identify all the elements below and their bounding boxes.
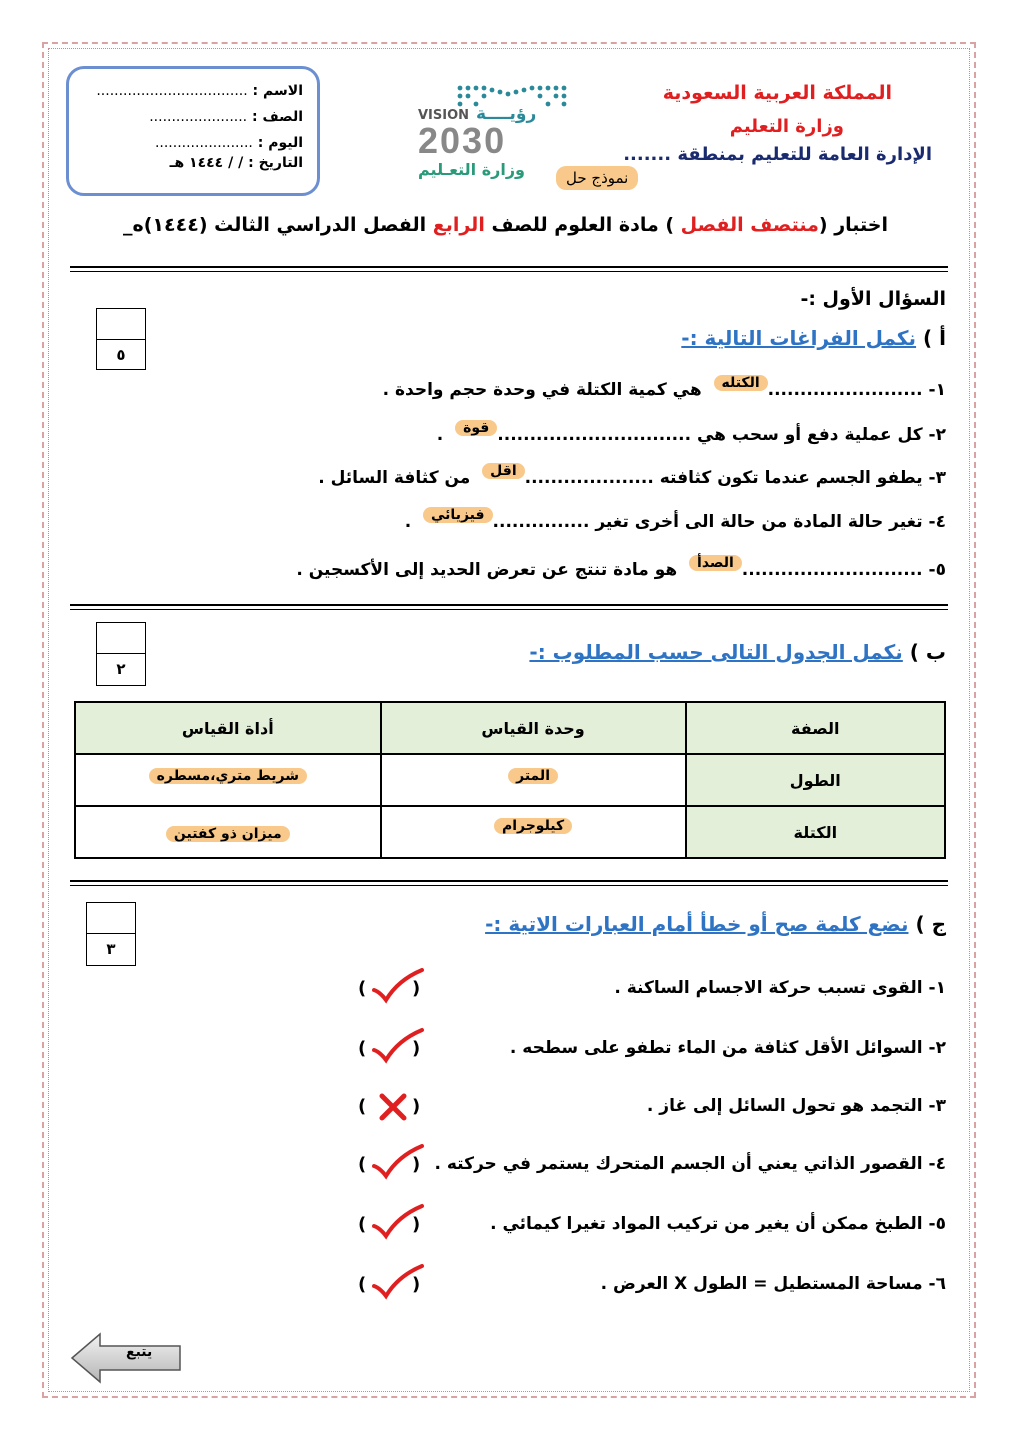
statement-5: ٥- الطبخ ممكن أن يغير من تركيب المواد تغيرا كيمائي . xyxy=(490,1214,946,1234)
paren-close: ) xyxy=(412,978,421,999)
part-c-letter: ج ) xyxy=(915,912,946,936)
score-box-b xyxy=(96,622,146,686)
vision-ar: رؤيــــة xyxy=(476,104,537,124)
statement-2: ٢- السوائل الأقل كثافة من الماء تطفو على سطحه . xyxy=(509,1038,946,1058)
score-b: ٢ xyxy=(116,660,126,678)
table-answer: شريط متري،مسطره xyxy=(149,768,307,784)
next-page-arrow[interactable] xyxy=(70,1330,184,1390)
vision-2030-logo xyxy=(414,82,574,182)
fill-text-before: ١- ........................ xyxy=(767,380,946,400)
table-answer: المتر xyxy=(508,768,558,784)
score-box-a xyxy=(96,308,146,370)
title-grade: الرابع xyxy=(432,214,485,236)
part-c-heading xyxy=(485,912,946,936)
paren-open: ( xyxy=(358,1154,367,1175)
fill-text-after: . xyxy=(436,425,444,445)
paren-open: ( xyxy=(358,1214,367,1235)
fill-text-after: . xyxy=(404,512,412,532)
fill-text-before: ٥- ............................ xyxy=(741,560,946,580)
cross-mark-icon xyxy=(368,1084,428,1124)
fill-text-before: ٤- تغير حالة المادة من حالة الى أخرى تغير ............... xyxy=(492,512,946,532)
fill-answer: اقل xyxy=(482,463,524,479)
table-header-row xyxy=(75,702,945,754)
divider xyxy=(70,880,948,882)
table-header: أداة القياس xyxy=(75,702,381,754)
fill-answer: الصدأ xyxy=(689,555,742,571)
paren-open: ( xyxy=(358,1274,367,1295)
vision-word: VISION xyxy=(418,108,470,123)
statement-1: ١- القوى تسبب حركة الاجسام الساكنة . xyxy=(614,978,946,998)
day-label: اليوم : xyxy=(257,135,303,151)
fill-item-3 xyxy=(318,463,946,488)
fill-item-1 xyxy=(382,375,946,400)
table-cell: الكتلة xyxy=(686,806,945,858)
divider xyxy=(70,604,948,606)
divider xyxy=(70,266,948,268)
part-a-heading xyxy=(681,326,946,350)
fill-answer: الكتله xyxy=(714,375,768,391)
paren-close: ) xyxy=(412,1154,421,1175)
fill-text-after: هي كمية الكتلة في وحدة حجم واحدة . xyxy=(382,380,702,400)
divider xyxy=(70,609,948,610)
table-header: الصفة xyxy=(686,702,945,754)
title-part1: اختبار ( xyxy=(818,214,888,236)
check-mark-icon xyxy=(368,1202,428,1242)
title-part3: الفصل الدراسي الثالث (١٤٤٤)ه_ xyxy=(123,214,433,236)
class-row xyxy=(149,109,303,125)
table-row xyxy=(75,806,945,858)
day-dots: ...................... xyxy=(154,135,253,151)
fill-item-2 xyxy=(436,420,946,445)
measurement-table xyxy=(74,701,946,859)
check-mark-icon xyxy=(368,1142,428,1182)
score-a: ٥ xyxy=(116,346,126,364)
part-a-letter: أ ) xyxy=(923,326,946,350)
statement-3: ٣- التجمد هو تحول السائل إلى غاز . xyxy=(646,1096,946,1116)
paren-close: ) xyxy=(412,1038,421,1059)
statement-6: ٦- مساحة المستطيل = الطول X العرض . xyxy=(600,1274,946,1294)
fill-text-before: ٢- كل عملية دفع أو سحب هي .............................. xyxy=(497,425,946,445)
fill-item-5 xyxy=(296,555,946,580)
table-row xyxy=(75,754,945,806)
date-row xyxy=(170,155,303,171)
date-value: / / ١٤٤٤ هـ xyxy=(169,155,244,171)
date-label: التاريخ : xyxy=(248,155,303,171)
table-answer: كيلوجرام xyxy=(494,818,572,834)
paren-close: ) xyxy=(412,1274,421,1295)
question-one-heading: السؤال الأول :- xyxy=(800,288,946,310)
name-row xyxy=(96,83,303,99)
table-cell xyxy=(381,754,686,806)
table-cell xyxy=(75,806,381,858)
day-row xyxy=(155,135,303,151)
paren-open: ( xyxy=(358,978,367,999)
table-cell xyxy=(381,806,686,858)
paren-close: ) xyxy=(412,1096,421,1117)
table-cell xyxy=(75,754,381,806)
part-b-letter: ب ) xyxy=(909,640,946,664)
kingdom-title: المملكة العربية السعودية xyxy=(662,82,892,104)
answer-key-badge: نموذج حل xyxy=(556,166,638,190)
class-dots: ...................... xyxy=(149,109,248,125)
table-answer: ميزان ذو كفتين xyxy=(166,826,290,842)
name-label: الاسم : xyxy=(252,83,303,99)
paren-open: ( xyxy=(358,1096,367,1117)
title-part2: ) مادة العلوم للصف xyxy=(484,214,681,236)
name-dots: .................................. xyxy=(96,83,248,99)
paren-open: ( xyxy=(358,1038,367,1059)
fill-text-after: هو مادة تنتج عن تعرض الحديد إلى الأكسجين . xyxy=(296,560,678,580)
fill-answer: قوة xyxy=(455,420,497,436)
part-b-heading xyxy=(529,640,946,664)
region-title: الإدارة العامة للتعليم بمنطقة ....... xyxy=(623,144,932,165)
part-b-title: نكمل الجدول التالى حسب المطلوب :- xyxy=(529,640,903,664)
table-cell: الطول xyxy=(686,754,945,806)
check-mark-icon xyxy=(368,1026,428,1066)
fill-text-before: ٣- يطفو الجسم عندما تكون كثافته .................... xyxy=(524,468,946,488)
score-box-c xyxy=(86,902,136,966)
statement-4: ٤- القصور الذاتي يعني أن الجسم المتحرك يستمر في حركته . xyxy=(434,1154,946,1174)
exam-title xyxy=(123,214,888,236)
ministry-title: وزارة التعليم xyxy=(729,116,844,137)
title-midterm: منتصف الفصل xyxy=(680,214,819,236)
part-a-title: نكمل الفراغات التالية :- xyxy=(681,326,917,350)
paren-close: ) xyxy=(412,1214,421,1235)
table-header: وحدة القياس xyxy=(381,702,686,754)
next-label: يتبع xyxy=(126,1344,153,1360)
score-c: ٣ xyxy=(106,940,116,958)
check-mark-icon xyxy=(368,1262,428,1302)
part-c-title: نضع كلمة صح أو خطأ أمام العبارات الاتية :- xyxy=(485,912,909,936)
vision-year: 2030 xyxy=(418,120,507,161)
fill-text-after: من كثافة السائل . xyxy=(318,468,471,488)
check-mark-icon xyxy=(368,966,428,1006)
class-label: الصف : xyxy=(252,109,303,125)
divider xyxy=(70,885,948,886)
divider xyxy=(70,271,948,272)
fill-item-4 xyxy=(404,507,946,532)
fill-answer: فيزيائي xyxy=(423,507,493,523)
student-info-box xyxy=(66,66,320,196)
moe-logo-text: وزارة التعـليم xyxy=(418,160,525,179)
